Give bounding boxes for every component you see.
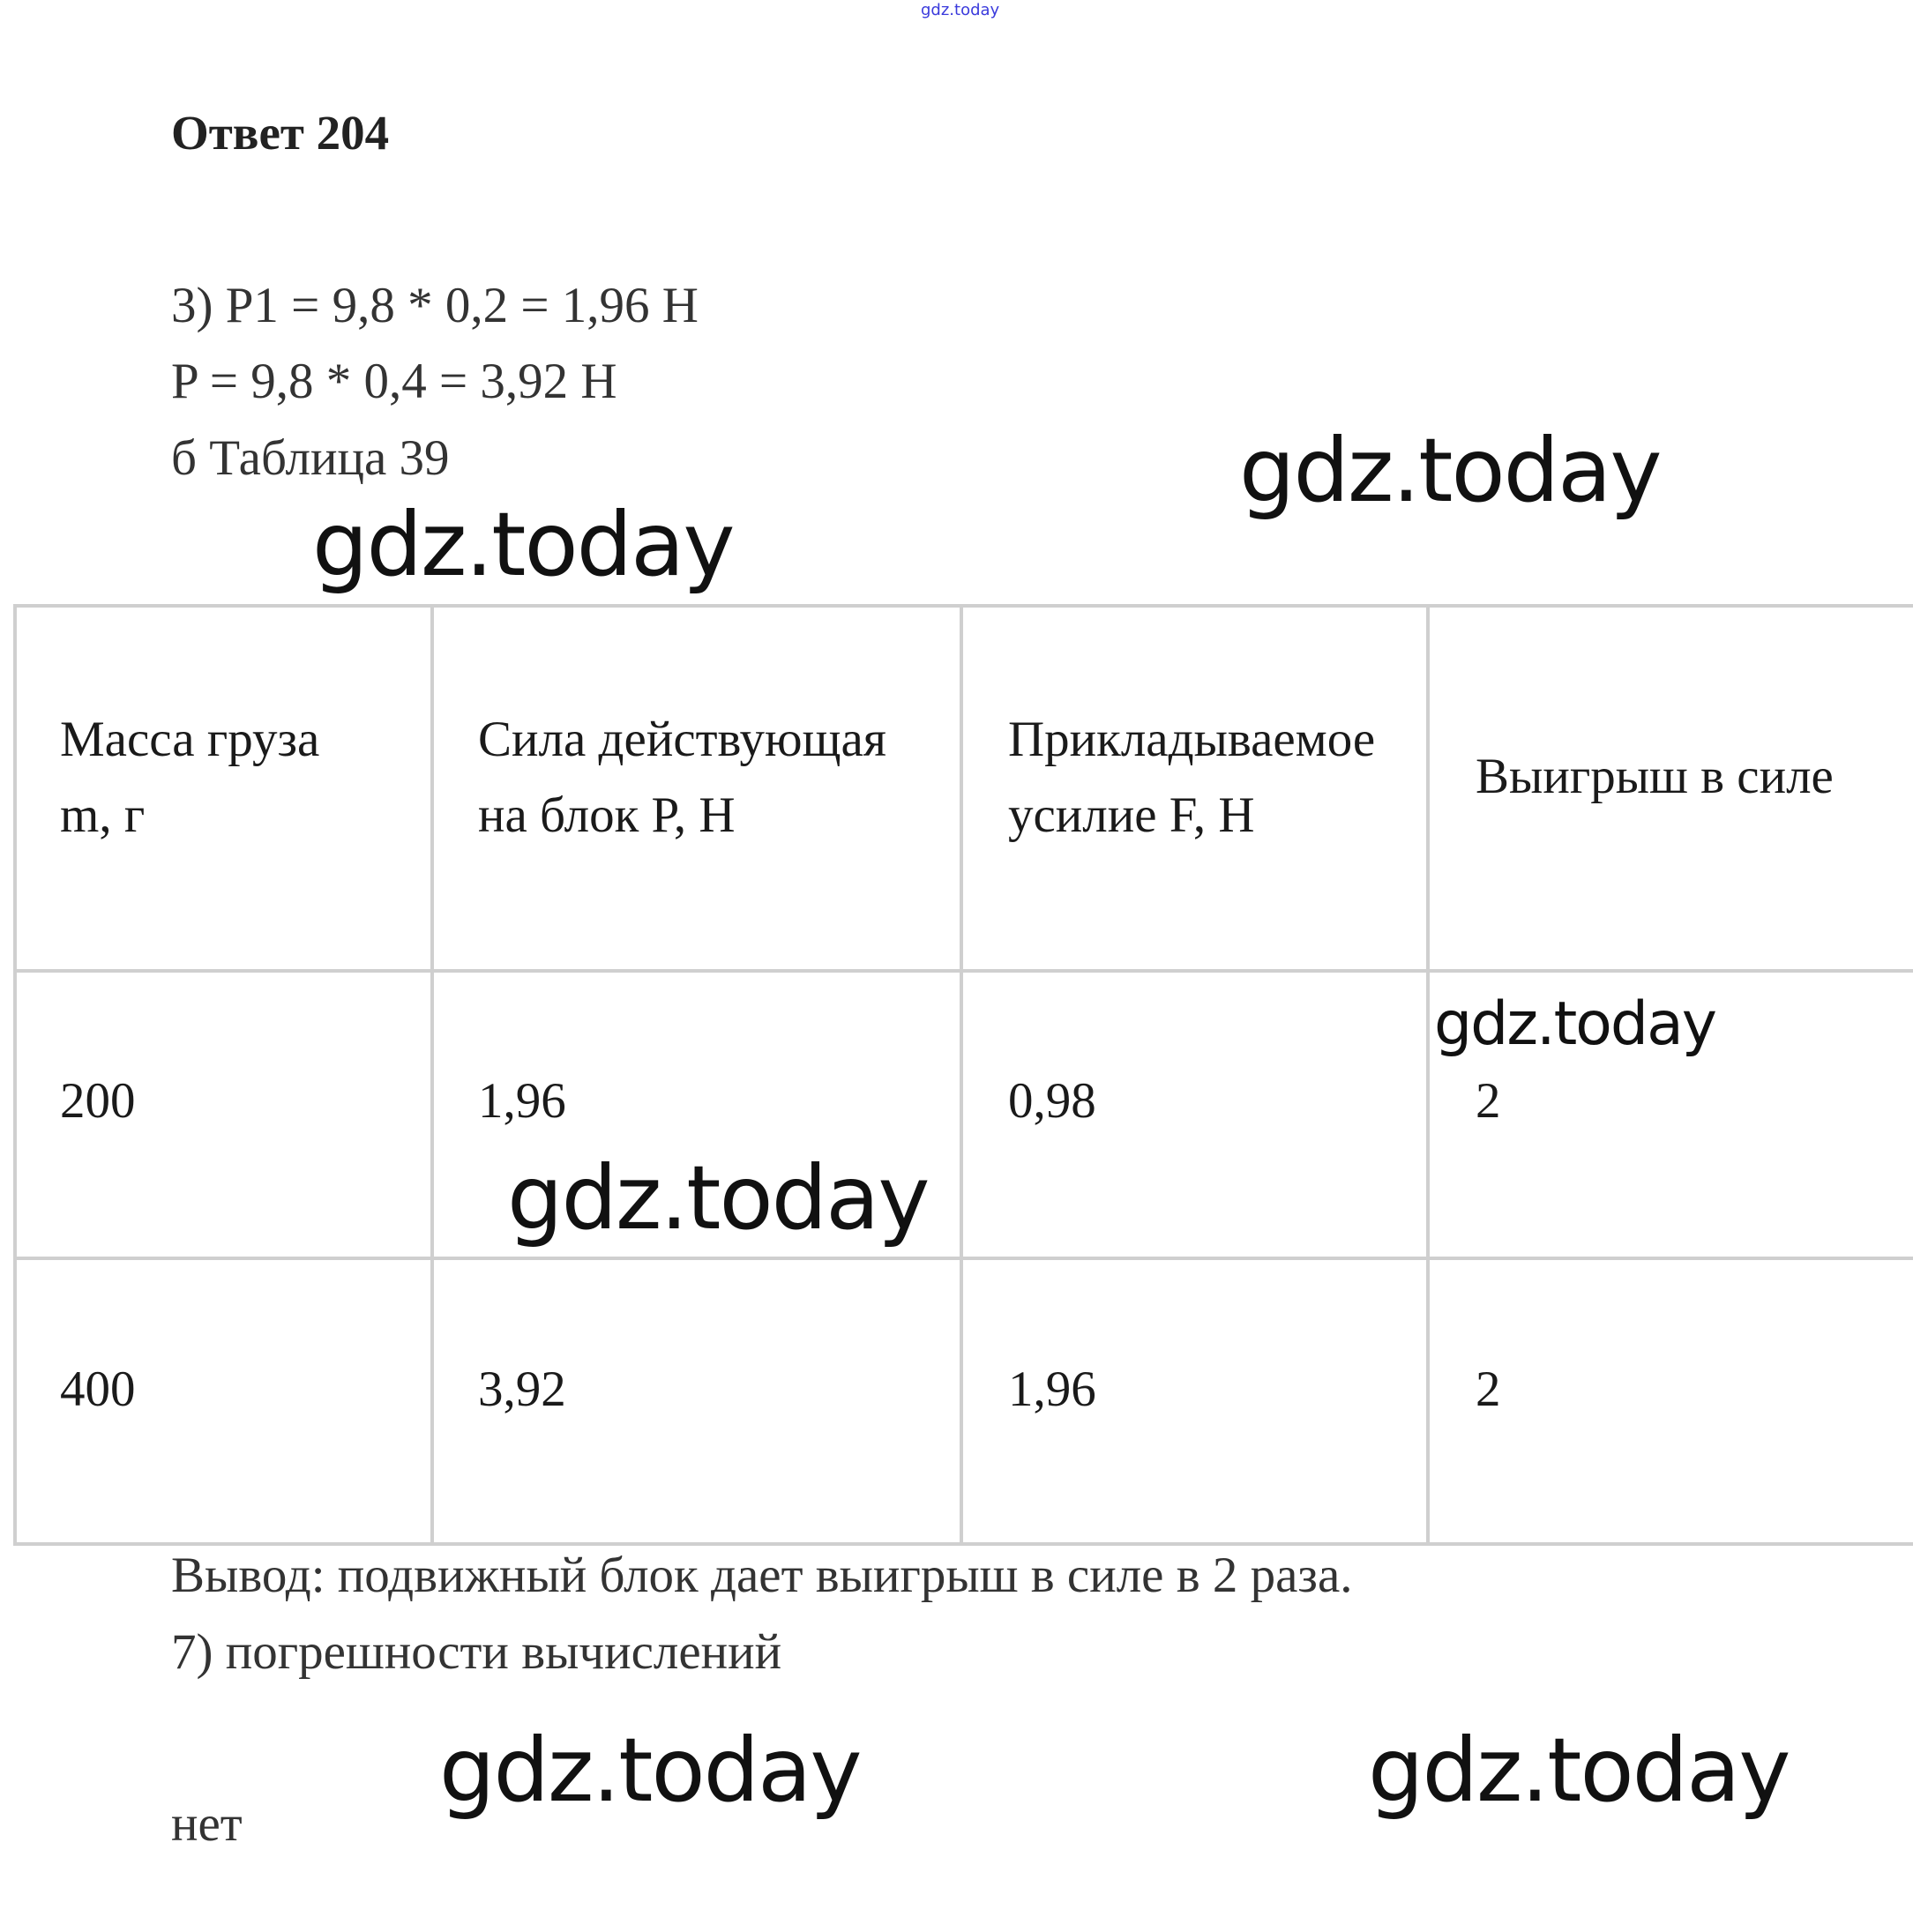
cell-force: 1,96 — [478, 1073, 566, 1129]
header-gain: Выигрыш в силе — [1476, 749, 1834, 804]
cell-gain: 2 — [1476, 1361, 1501, 1417]
table-border-bottom — [14, 1542, 1913, 1546]
formula-p1: 3) P1 = 9,8 * 0,2 = 1,96 Н — [171, 278, 699, 333]
cell-gain: 2 — [1476, 1073, 1501, 1129]
watermark-top[interactable]: gdz.today — [921, 1, 1000, 19]
formula-p: P = 9,8 * 0,4 = 3,92 Н — [171, 354, 617, 409]
table-row-divider — [14, 1257, 1913, 1260]
cell-mass: 400 — [60, 1361, 136, 1417]
watermark: gdz.today — [1239, 419, 1661, 522]
cell-force: 3,92 — [478, 1361, 566, 1417]
header-applied-line1: Прикладываемое — [1008, 712, 1376, 767]
table-col-divider — [430, 604, 434, 1546]
header-force-line2: на блок P, Н — [478, 787, 736, 843]
page-title: Ответ 204 — [171, 106, 390, 160]
table-caption: б Таблица 39 — [171, 430, 450, 486]
watermark: gdz.today — [507, 1146, 929, 1249]
watermark: gdz.today — [439, 1719, 861, 1822]
table-col-divider — [1426, 604, 1430, 1546]
table-col-divider — [960, 604, 963, 1546]
cell-applied: 1,96 — [1008, 1361, 1096, 1417]
header-applied-line2: усилие F, Н — [1008, 787, 1255, 843]
table-border-top — [14, 604, 1913, 608]
table-row-divider — [14, 969, 1913, 973]
table-border-left — [13, 604, 17, 1546]
item-7-text: 7) погрешности вычислений — [171, 1624, 782, 1680]
watermark: gdz.today — [1368, 1719, 1790, 1822]
watermark: gdz.today — [1434, 989, 1715, 1059]
header-force-line1: Сила действующая — [478, 712, 886, 767]
header-mass-line1: Масса груза — [60, 712, 320, 767]
cell-mass: 200 — [60, 1073, 136, 1129]
cell-applied: 0,98 — [1008, 1073, 1096, 1129]
conclusion-text: Вывод: подвижный блок дает выигрыш в силе в 2 раза. — [171, 1548, 1353, 1603]
watermark: gdz.today — [312, 493, 734, 596]
answer-text: нет — [171, 1796, 243, 1852]
header-mass-line2: m, г — [60, 787, 146, 843]
